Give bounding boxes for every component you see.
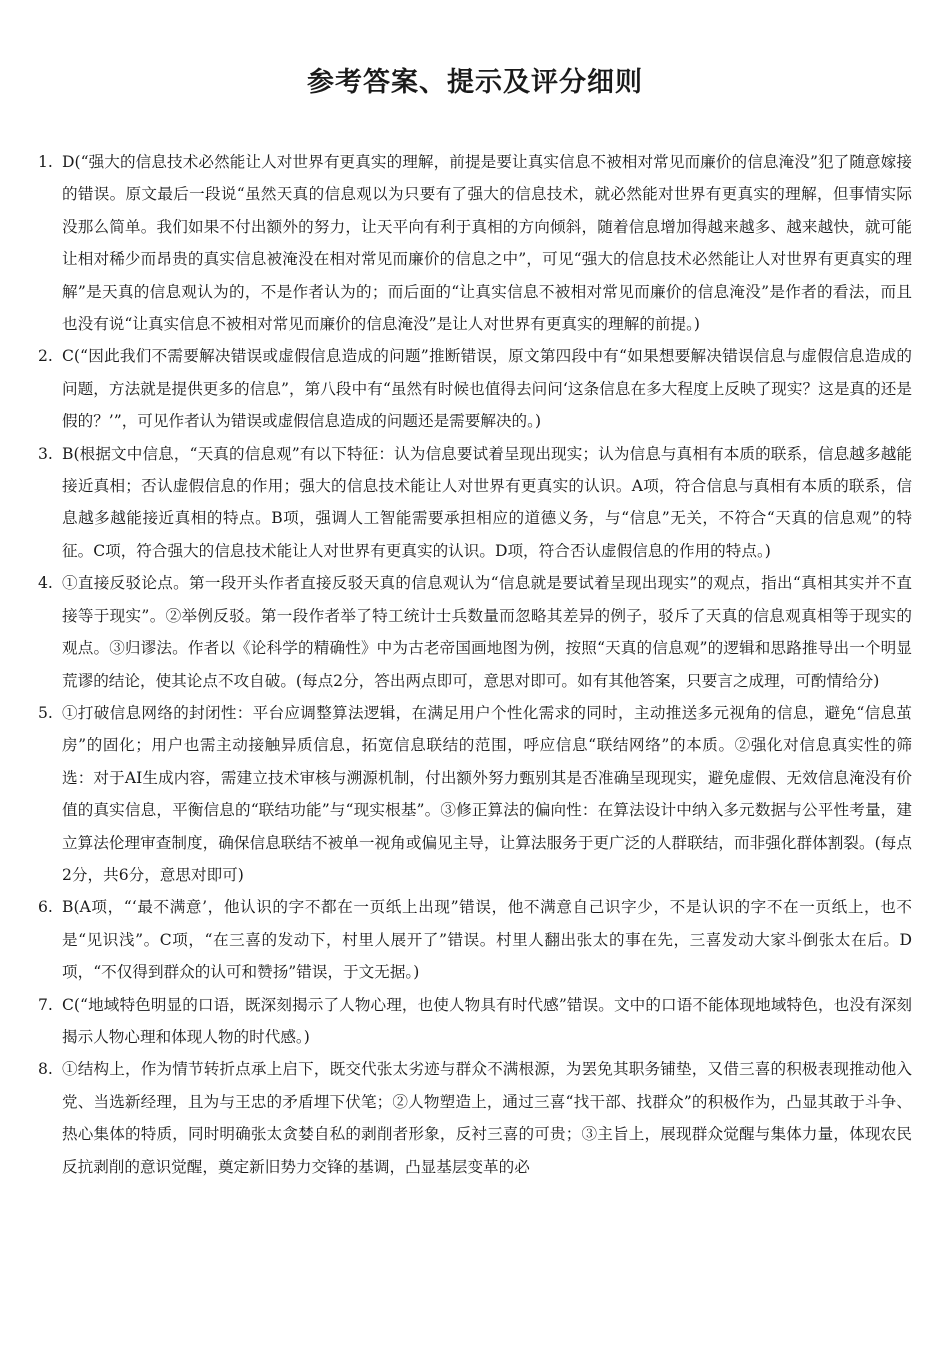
item-number: 7.: [38, 995, 53, 1014]
answer-item-3: [38, 438, 912, 568]
answer-item-7: [38, 989, 912, 1054]
item-text: D(“强大的信息技术必然能让人对世界有更真实的理解，前提是要让真实信息不被相对常见而廉价的信息淹没”犯了随意嫁接的错误。原文最后一段说“虽然天真的信息观以为只要有了强大的信息技术，就必然能对世界有更真实的理解，但事情实际没那么简单。我们如果不付出额外的努力，让天平向有利于真相的方向倾斜，随着信息增加得越来越多、越来越快，就可能让相对稀少而昂贵的真实信息被淹没在相对常见而廉价的信息之中”，可见“强大的信息技术必然能让人对世界有更真实的理解”是天真的信息观认为的，不是作者认为的；而后面的“让真实信息不被相对常见而廉价的信息淹没”是作者的看法，而且也没有说“让真实信息不被相对常见而廉价的信息淹没”是让人对世界有更真实的理解的前提。): [62, 153, 912, 334]
answer-item-8: [38, 1053, 912, 1183]
answer-item-4: [38, 567, 912, 697]
item-text: ①直接反驳论点。第一段开头作者直接反驳天真的信息观认为“信息就是要试着呈现出现实”的观点，指出“真相其实并不直接等于现实”。②举例反驳。第一段作者举了特工统计士兵数量而忽略其差异的例子，驳斥了天真的信息观真相等于现实的观点。③归谬法。作者以《论科学的精确性》中为古老帝国画地图为例，按照“天真的信息观”的逻辑和思路推导出一个明显荒谬的结论，使其论点不攻自破。(每点2分，答出两点即可，意思对即可。如有其他答案，只要言之成理，可酌情给分): [62, 574, 912, 690]
answer-item-1: [38, 146, 912, 340]
item-text: ①结构上，作为情节转折点承上启下，既交代张太劣迹与群众不满根源，为罢免其职务铺垫，又借三喜的积极表现推动他入党、当选新经理，且为与王忠的矛盾埋下伏笔；②人物塑造上，通过三喜“找干部、找群众”的积极作为，凸显其敢于斗争、热心集体的特质，同时明确张太贪婪自私的剥削者形象，反衬三喜的可贵；③主旨上，展现群众觉醒与集体力量，体现农民反抗剥削的意识觉醒，奠定新旧势力交锋的基调，凸显基层变革的必: [62, 1060, 912, 1176]
item-text: B(根据文中信息，“天真的信息观”有以下特征：认为信息要试着呈现出现实；认为信息与真相有本质的联系，信息越多越能接近真相；否认虚假信息的作用；强大的信息技术能让人对世界有更真实的认识。A项，符合信息与真相有本质的联系，信息越多越能接近真相的特点。B项，强调人工智能需要承担相应的道德义务，与“信息”无关，不符合“天真的信息观”的特征。C项，符合强大的信息技术能让人对世界有更真实的认识。D项，符合否认虚假信息的作用的特点。): [62, 444, 912, 560]
page-title: 参考答案、提示及评分细则: [307, 67, 643, 98]
answer-list: [38, 146, 912, 1183]
item-number: 2.: [38, 347, 53, 366]
answer-item-5: [38, 697, 912, 891]
item-text: C(“地域特色明显的口语，既深刻揭示了人物心理，也使人物具有时代感”错误。文中的口语不能体现地域特色，也没有深刻揭示人物心理和体现人物的时代感。): [62, 995, 912, 1046]
item-text: C(“因此我们不需要解决错误或虚假信息造成的问题”推断错误，原文第四段中有“如果想要解决错误信息与虚假信息造成的问题，方法就是提供更多的信息”，第八段中有“虽然有时候也值得去问问‘这条信息在多大程度上反映了现实？这是真的还是假的？’”，可见作者认为错误或虚假信息造成的问题还是需要解决的。): [62, 347, 912, 431]
answer-item-2: [38, 340, 912, 437]
answer-item-6: [38, 891, 912, 988]
item-number: 8.: [38, 1060, 53, 1079]
item-number: 3.: [38, 444, 53, 463]
item-number: 5.: [38, 703, 53, 722]
item-number: 1.: [38, 153, 53, 171]
item-text: ①打破信息网络的封闭性：平台应调整算法逻辑，在满足用户个性化需求的同时，主动推送多元视角的信息，避免“信息茧房”的固化；用户也需主动接触异质信息，拓宽信息联结的范围，呼应信息“联结网络”的本质。②强化对信息真实性的筛选：对于AI生成内容，需建立技术审核与溯源机制，付出额外努力甄别其是否准确呈现现实，避免虚假、无效信息淹没有价值的真实信息，平衡信息的“联结功能”与“现实根基”。③修正算法的偏向性：在算法设计中纳入多元数据与公平性考量，建立算法伦理审查制度，确保信息联结不被单一视角或偏见主导，让算法服务于更广泛的人群联结，而非强化群体割裂。(每点2分，共6分，意思对即可): [62, 703, 912, 884]
item-number: 6.: [38, 898, 53, 917]
item-number: 4.: [38, 574, 53, 593]
item-text: B(A项，“‘最不满意’，他认识的字不都在一页纸上出现”错误，他不满意自己识字少，不是认识的字不在一页纸上，也不是“见识浅”。C项，“在三喜的发动下，村里人展开了”错误。村里人翻出张太的事在先，三喜发动大家斗倒张太在后。D项，“不仅得到群众的认可和赞扬”错误，于文无据。): [62, 898, 912, 982]
